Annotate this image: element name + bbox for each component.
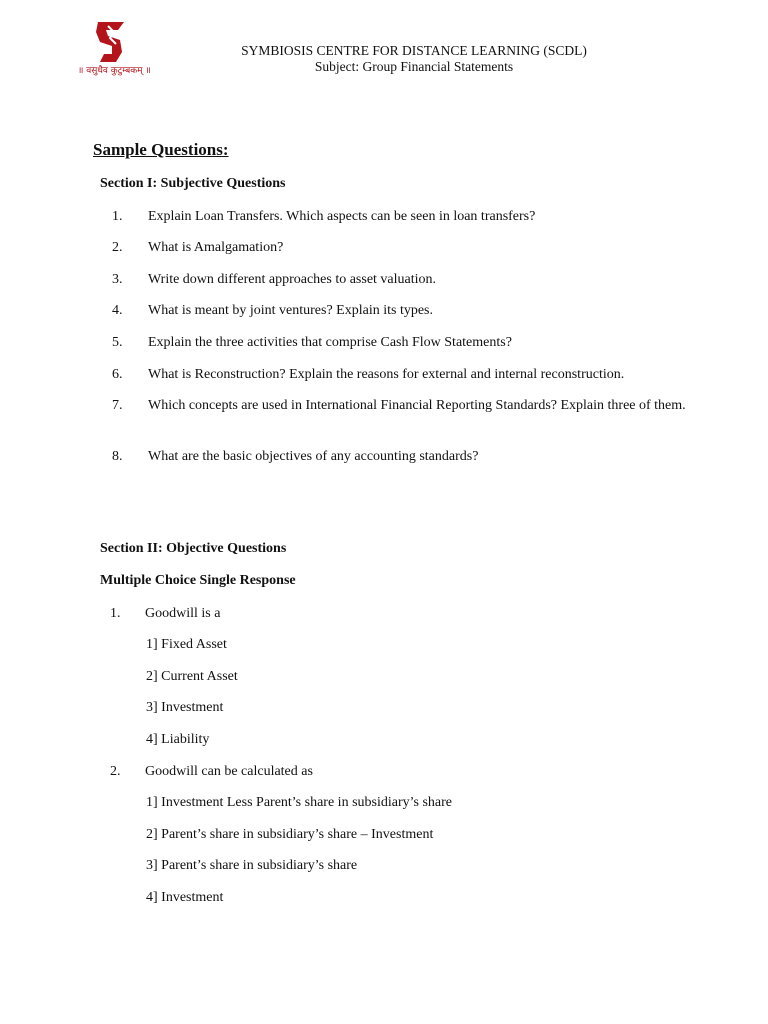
question-text: What is Reconstruction? Explain the reasons for external and internal reconstruction. <box>148 367 625 382</box>
question-number: 2. <box>112 240 123 255</box>
mcq-option: 4] Liability <box>146 732 210 747</box>
mcq-text: Goodwill is a <box>145 606 221 621</box>
mcq-subheading: Multiple Choice Single Response <box>100 573 296 588</box>
mcq-option: 2] Parent’s share in subsidiary’s share – Investment <box>146 827 434 842</box>
question-number: 8. <box>112 449 123 464</box>
question-text: Which concepts are used in International Financial Reporting Standards? Explain three of them. <box>148 398 686 413</box>
question-text: Explain the three activities that comprise Cash Flow Statements? <box>148 335 512 350</box>
question-number: 6. <box>112 367 123 382</box>
institution-name: SYMBIOSIS CENTRE FOR DISTANCE LEARNING (SCDL) <box>241 43 587 58</box>
mcq-option: 2] Current Asset <box>146 669 238 684</box>
mcq-option: 1] Fixed Asset <box>146 637 227 652</box>
question-text: What is meant by joint ventures? Explain its types. <box>148 303 433 318</box>
question-text: Write down different approaches to asset valuation. <box>148 272 437 287</box>
mcq-option: 3] Investment <box>146 700 224 715</box>
document-header <box>160 43 668 75</box>
question-number: 7. <box>112 398 123 413</box>
question-number: 3. <box>112 272 123 287</box>
mcq-option: 4] Investment <box>146 890 224 905</box>
question-number: 1. <box>112 209 123 224</box>
mcq-text: Goodwill can be calculated as <box>145 764 313 779</box>
mcq-number: 2. <box>110 764 121 779</box>
subject-line: Subject: Group Financial Statements <box>314 59 514 74</box>
page-title: Sample Questions: <box>93 140 229 159</box>
question-text: What is Amalgamation? <box>148 240 284 255</box>
mcq-option: 1] Investment Less Parent’s share in subsidiary’s share <box>146 795 452 810</box>
question-number: 4. <box>112 303 123 318</box>
section-2-heading: Section II: Objective Questions <box>100 541 287 556</box>
section-1-heading: Section I: Subjective Questions <box>100 176 286 191</box>
mcq-number: 1. <box>110 606 121 621</box>
question-text: What are the basic objectives of any accounting standards? <box>148 449 479 464</box>
mcq-option: 3] Parent’s share in subsidiary’s share <box>146 858 358 873</box>
question-number: 5. <box>112 335 123 350</box>
question-text: Explain Loan Transfers. Which aspects can be seen in loan transfers? <box>148 209 536 224</box>
logo-motto: ॥ वसुधैव कुटुम्बकम् ॥ <box>78 66 151 76</box>
